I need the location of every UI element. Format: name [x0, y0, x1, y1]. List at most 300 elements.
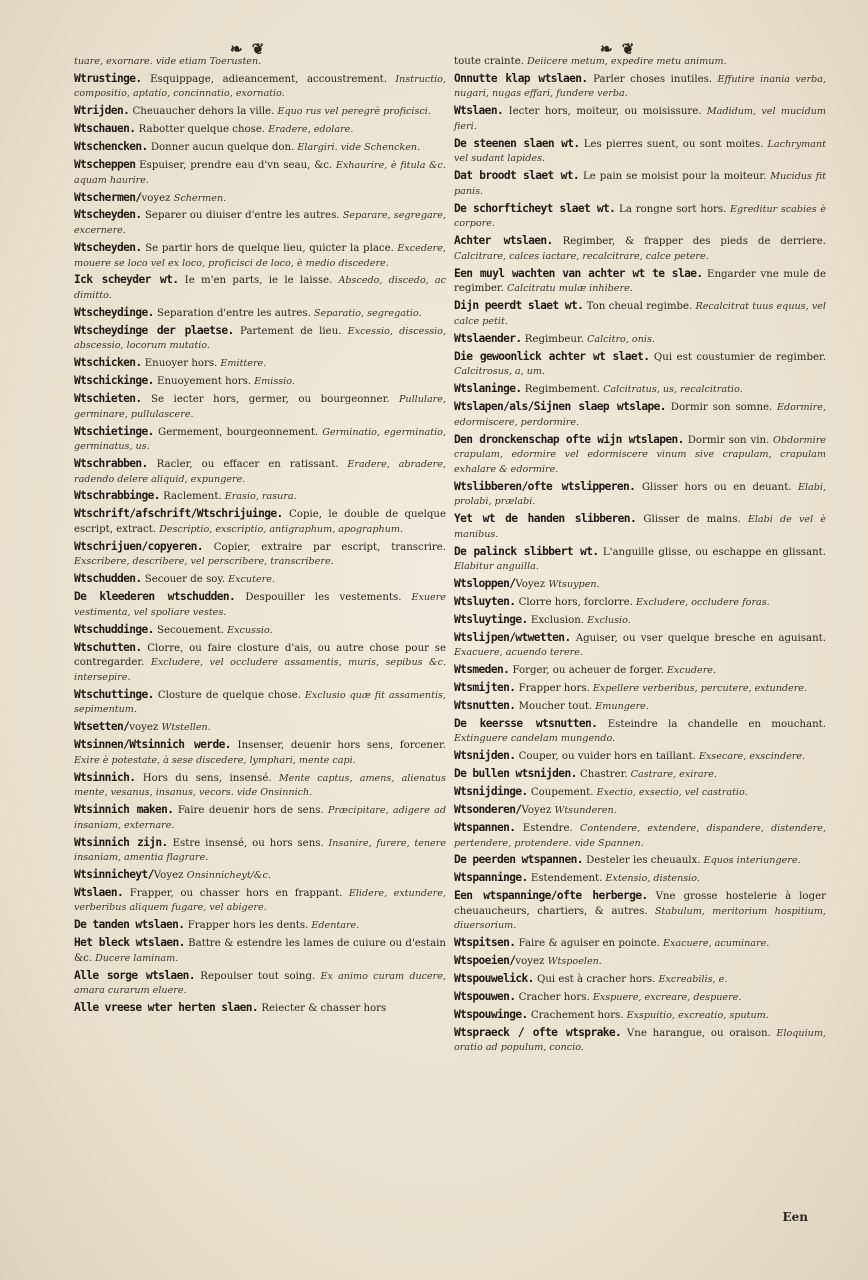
entry-latin: Eloquium, oratio ad populum, concio. — [454, 1027, 826, 1054]
entry-headword: Wtslaender. — [454, 331, 522, 345]
entry-french: Voyez — [521, 805, 555, 817]
dictionary-entry — [454, 202, 826, 232]
entry-french: Reiecter & chasser hors — [258, 1003, 387, 1015]
entry-latin: Extensio, distensio. — [602, 873, 700, 885]
dictionary-entry — [74, 324, 446, 354]
entry-french: Faire deuenir hors de sens. — [173, 805, 324, 817]
entry-french: Estre insensé, ou hors sens. — [167, 837, 324, 849]
entry-headword: Wtspoeien/ — [454, 954, 516, 968]
entry-headword: Wtsinnicheyt/ — [74, 868, 154, 881]
entry-latin: Elidere, extundere, verberibus aliquem fugare, vel abigere. — [74, 887, 446, 914]
dictionary-entry — [454, 169, 826, 199]
dictionary-entry — [74, 1001, 446, 1017]
entry-french: Secouer de soy. — [141, 574, 226, 586]
entry-latin: Edentare. — [308, 920, 360, 932]
entry-headword: Wtschencken. — [74, 140, 148, 154]
entry-french: Parler choses inutiles. — [587, 73, 713, 85]
entry-latin: Exire è potestate, à sese discedere, lymphari, mente capi. — [74, 754, 356, 766]
entry-french: Germement, bourgeonnement. — [153, 426, 319, 438]
dictionary-entry — [454, 972, 826, 988]
entry-headword: Achter wtslaen. — [454, 234, 553, 248]
dictionary-entry — [454, 821, 826, 851]
entry-french: Enuoyer hors. — [141, 358, 218, 370]
dictionary-entry — [74, 803, 446, 833]
entry-headword: Wtslaninge. — [454, 382, 522, 396]
entry-french: Ton cheual regimbe. — [583, 301, 693, 313]
entry-latin: Calcitratus, us, recalcitratio. — [600, 384, 743, 396]
entry-headword: Wtscheppen — [74, 158, 136, 172]
entry-french: Exclusion. — [527, 614, 585, 626]
running-head-left: ❧ ❦ — [230, 40, 267, 58]
dictionary-entry — [74, 572, 446, 588]
entry-headword: Wtslaen. — [454, 104, 504, 118]
entry-french: Moucher tout. — [515, 700, 593, 712]
entry-headword: Wtsinnich maken. — [74, 803, 174, 817]
dictionary-entry — [454, 382, 826, 398]
entry-latin: Deiicere metum, expedire metu animum. — [523, 56, 727, 67]
entry-headword: Wtrustinge. — [74, 71, 142, 85]
entry-latin: Calcitrare, calces iactare, recalcitrare, calce petere. — [454, 250, 709, 262]
entry-headword: Wtsinnich zijn. — [74, 835, 168, 849]
dictionary-entry — [454, 663, 826, 679]
dictionary-entry — [74, 158, 446, 188]
entry-headword: Wtsmijten. — [454, 681, 516, 695]
dictionary-entry — [74, 623, 446, 639]
entry-latin: Excessio, discessio, abscessio, locorum mutatio. — [74, 325, 447, 352]
entry-latin: Excreabilis, e. — [655, 974, 728, 986]
right-column — [454, 54, 826, 1058]
entry-headword: Een muyl wachten van achter wt te slae. — [454, 266, 703, 280]
entry-headword: Wtspitsen. — [454, 936, 516, 950]
dictionary-entry — [74, 425, 446, 455]
entry-headword: Wtspanninge. — [454, 871, 528, 885]
entry-french: Separation d'entre les autres. — [153, 307, 311, 319]
entry-french: L'anguille glisse, ou eschappe en glissant. — [598, 546, 826, 558]
entry-headword: Wtschrabben. — [74, 457, 148, 470]
entry-french: Les pierres suent, ou sont moites. — [579, 138, 764, 150]
entry-latin: Ex animo curam ducere, amara curarum eluere. — [74, 970, 447, 997]
dictionary-entry — [454, 631, 826, 661]
entry-headword: Wtschrabbinge. — [74, 489, 160, 503]
entry-headword: De bullen wtsnijden. — [454, 767, 577, 781]
entry-french: Cheuaucher dehors la ville. — [129, 106, 275, 118]
entry-french: Enuoyement hors. — [153, 376, 252, 388]
dictionary-entry — [454, 990, 826, 1006]
entry-french: Ie m'en parts, ie le laisse. — [178, 275, 333, 287]
entry-headword: Wtspouwelick. — [454, 972, 534, 986]
entry-french: Despouiller les vestements. — [235, 592, 402, 604]
entry-french: Racler, ou effacer en ratissant. — [147, 459, 339, 470]
dictionary-entry — [74, 104, 446, 120]
entry-french: Faire & aguiser en poincte. — [515, 938, 660, 950]
entry-latin: Excutere. — [225, 574, 275, 586]
entry-headword: Yet wt de handen slibberen. — [454, 512, 637, 526]
entry-headword: De palinck slibbert wt. — [454, 544, 599, 558]
entry-french: Repoulser tout soing. — [194, 970, 316, 982]
entry-french: Partement de lieu. — [233, 325, 342, 337]
entry-latin: Exuere vestimenta, vel spoliare vestes. — [74, 592, 446, 618]
entry-headword: Wtsonderen/ — [454, 803, 522, 817]
entry-headword: Wtsinnen/Wtsinnich werde. — [74, 738, 231, 752]
entry-latin: Elabi, prolabi, prælabi. — [454, 481, 827, 508]
entry-french: Cracher hors. — [515, 991, 590, 1003]
entry-french: Chastrer. — [576, 769, 628, 781]
running-head-right: ❧ ❦ — [600, 40, 637, 58]
entry-headword: Wtschieten. — [74, 392, 142, 406]
entry-french: Desteler les cheuaulx. — [582, 855, 701, 867]
entry-headword: Wtschuddinge. — [74, 622, 154, 636]
dictionary-entry — [74, 720, 446, 736]
entry-latin: Effutire inania verba, nugari, nugas effari, fundere verba. — [454, 73, 826, 100]
entry-french: Copie, le double de quelque escript, extract. — [74, 509, 446, 535]
entry-french: Secouement. — [153, 624, 225, 636]
entry-latin: Separatio, segregatio. — [310, 307, 422, 319]
entry-latin: Wtsunderen. — [554, 805, 617, 817]
entry-headword: Wtschietinge. — [74, 424, 154, 438]
entry-latin: Elargiri. vide Schencken. — [294, 142, 421, 154]
entry-latin: Obdormire crapulam, edormire vel edormiscere vinum sive crapulam, crapulam exhalare & edormire. — [454, 434, 826, 475]
entry-latin: tuare, exornare. vide etiam Toerusten. — [74, 56, 262, 67]
entry-latin: Pullulare, germinare, pullulascere. — [74, 394, 446, 420]
entry-french: Raclement. — [159, 491, 222, 503]
entry-latin: Elabitur anguilla. — [454, 561, 539, 573]
entry-french: Separer ou diuiser d'entre les autres. — [141, 210, 340, 222]
entry-french: Regimbeur. — [521, 333, 584, 345]
entry-headword: Wtslibberen/ofte wtslipperen. — [454, 479, 636, 493]
catchword: Een — [782, 1210, 808, 1224]
entry-latin: Exhaurire, è fitula &c. aquam haurire. — [74, 160, 446, 186]
dictionary-entry — [74, 540, 446, 570]
entry-headword: Wtschauen. — [74, 122, 136, 136]
entry-latin: Recalcitrat tuus equus, vel calce petit. — [454, 301, 826, 327]
entry-headword: Wtschuttinge. — [74, 687, 154, 701]
entry-french: voyez — [141, 192, 174, 204]
dictionary-entry — [454, 853, 826, 869]
entry-french: La rongne sort hors. — [615, 203, 727, 215]
entry-latin: Wtspoelen. — [547, 956, 602, 968]
entry-french: Se iecter hors, germer, ou bourgeonner. — [141, 394, 390, 406]
entry-headword: Wtsluytinge. — [454, 612, 528, 626]
entry-french: Clorre, ou faire closture d'ais, ou autre chose pour se contregarder. — [74, 642, 446, 669]
dictionary-entry — [74, 374, 446, 390]
dictionary-entry — [74, 392, 446, 422]
entry-latin: Onsinnicheyt/&c. — [186, 870, 271, 881]
dictionary-entry — [74, 886, 446, 916]
entry-headword: De schorfticheyt slaet wt. — [454, 201, 616, 215]
entry-headword: Dijn peerdt slaet wt. — [454, 299, 584, 313]
dictionary-entry — [454, 332, 826, 348]
entry-headword: Wtschrift/afschrift/Wtschrijuinge. — [74, 507, 283, 521]
entry-french: Dormir son vin. — [683, 434, 770, 446]
dictionary-entry — [454, 512, 826, 542]
left-column — [74, 54, 446, 1019]
dictionary-entry — [74, 738, 446, 768]
entry-latin: Schermen. — [173, 192, 227, 204]
entry-headword: Wtsmeden. — [454, 663, 510, 677]
dictionary-entry — [454, 803, 826, 819]
entry-french: Battre & estendre les lames de cuiure ou d'estain &c. — [74, 938, 446, 964]
dictionary-entry — [454, 871, 826, 887]
entry-latin: Descriptio, exscriptio, antigraphum, apographum. — [156, 523, 404, 535]
entry-french: Glisser de mains. — [636, 514, 741, 526]
dictionary-entry — [454, 234, 826, 264]
entry-latin: Insanire, furere, tenere insaniam, amentia flagrare. — [74, 837, 446, 864]
entry-headword: Den dronckenschap ofte wijn wtslapen. — [454, 432, 684, 446]
entry-headword: De tanden wtslaen. — [74, 918, 185, 932]
dictionary-entry — [454, 681, 826, 697]
dictionary-entry — [454, 545, 826, 575]
dictionary-entry — [74, 641, 446, 686]
dictionary-entry — [74, 306, 446, 322]
dictionary-entry — [74, 273, 446, 303]
dictionary-entry — [454, 72, 826, 102]
dictionary-entry — [74, 241, 446, 271]
entry-latin: Exacuere, acuendo terere. — [454, 647, 583, 659]
entry-latin: Præcipitare, adigere ad insaniam, externare. — [74, 805, 446, 831]
entry-french: Insenser, deuenir hors sens, forcener. — [230, 740, 446, 752]
entry-french: Glisser hors ou en deuant. — [635, 481, 792, 493]
entry-french: Regimbement. — [521, 384, 601, 396]
entry-latin: Madidum, vel mucidum fieri. — [454, 106, 827, 132]
entry-headword: Wtspouwinge. — [454, 1007, 528, 1021]
entry-french: Crachement hors. — [527, 1009, 624, 1021]
entry-french: toute crainte. — [454, 56, 524, 67]
entry-french: Vne grosse hostelerie à loger cheuaucheurs, chartiers, & autres. — [454, 891, 826, 917]
entry-french: Se partir hors de quelque lieu, quicter la place. — [141, 242, 394, 254]
entry-french: Le pain se moisist pour la moiteur. — [578, 171, 767, 183]
dictionary-entry — [454, 480, 826, 510]
entry-latin: Elabi de vel è manibus. — [454, 514, 826, 540]
entry-latin: Mente captus, amens, alienatus mente, vesanus, insanus, vecors. vide Onsinnich. — [74, 772, 446, 799]
entry-latin: Wtsuypen. — [548, 579, 600, 591]
entry-french: Voyez — [515, 579, 549, 591]
entry-headword: Wtslaen. — [74, 885, 124, 899]
entry-french: Rabotter quelque chose. — [135, 124, 266, 136]
entry-latin: Calcitrosus, a, um. — [454, 366, 546, 378]
entry-headword: Wtsnijdinge. — [454, 785, 528, 799]
dictionary-entry — [454, 400, 826, 430]
entry-headword: Wtschutten. — [74, 640, 142, 654]
dictionary-entry — [454, 267, 826, 297]
entry-headword: Wtschicken. — [74, 356, 142, 370]
entry-headword: Onnutte klap wtslaen. — [454, 71, 588, 85]
entry-headword: Wtscheyden. — [74, 240, 142, 254]
dictionary-entry — [454, 433, 826, 478]
entry-french: Engarder vne mule de regimber. — [454, 268, 826, 295]
entry-headword: Het bleck wtslaen. — [74, 936, 185, 950]
entry-latin: Eradere, edolare. — [265, 124, 354, 136]
entry-french: Esquippage, adieancement, accoustrement. — [141, 73, 387, 85]
dictionary-entry — [74, 140, 446, 156]
entry-latin: Separare, segregare, excernere. — [74, 210, 446, 237]
entry-headword: Alle sorge wtslaen. — [74, 968, 195, 982]
entry-latin: Exectio, exsectio, vel castratio. — [593, 787, 748, 799]
entry-latin: Exclusio quæ fit assamentis, sepimentum. — [74, 689, 446, 716]
entry-french: voyez — [129, 722, 162, 734]
entry-latin: Emissio. — [251, 376, 295, 388]
dictionary-entry — [74, 54, 446, 70]
entry-latin: Edormire, edormiscere, perdormire. — [454, 402, 826, 428]
dictionary-entry — [454, 104, 826, 134]
entry-latin: Erasio, rasura. — [221, 491, 297, 503]
dictionary-entry — [74, 868, 446, 884]
dictionary-entry — [454, 699, 826, 715]
entry-latin: Calcitratu mulæ inhibere. — [503, 283, 633, 295]
entry-french: Closture de quelque chose. — [153, 689, 301, 701]
dictionary-entry — [454, 889, 826, 934]
entry-latin: Instructio, compositio, aptatio, concinnatio, exornatio. — [74, 73, 446, 100]
entry-headword: De peerden wtspannen. — [454, 853, 583, 867]
dictionary-entry — [454, 1008, 826, 1024]
entry-latin: Stabulum, meritorium hospitium, diuersorium. — [454, 905, 826, 932]
dictionary-entry — [454, 749, 826, 765]
dictionary-entry — [454, 613, 826, 629]
entry-headword: Wtrijden. — [74, 104, 130, 118]
dictionary-entry — [454, 54, 826, 70]
dictionary-entry — [74, 771, 446, 801]
dictionary-entry — [454, 767, 826, 783]
entry-headword: Wtspouwen. — [454, 989, 516, 1003]
entry-latin: Excedere, mouere se loco vel ex loco, proficisci de loco, è medio discedere. — [74, 242, 446, 269]
entry-latin: Exacuere, acuminare. — [659, 938, 770, 950]
entry-french: Estendre. — [515, 822, 573, 834]
entry-latin: Exspuere, excreare, despuere. — [589, 991, 742, 1003]
dictionary-entry — [454, 577, 826, 593]
entry-latin: Eradere, abradere, radendo delere aliquid, expungere. — [74, 459, 446, 485]
dictionary-entry — [454, 1026, 826, 1056]
entry-french: voyez — [515, 956, 548, 968]
dictionary-entry — [74, 208, 446, 238]
entry-french: Esteindre la chandelle en mouchant. — [597, 718, 826, 730]
entry-french: Coupement. — [527, 787, 594, 799]
entry-latin: Excudere. — [663, 665, 717, 677]
entry-latin: Egreditur scabies è corpore. — [454, 203, 826, 230]
entry-headword: De kleederen wtschudden. — [74, 590, 236, 604]
entry-french: Dormir son somne. — [665, 402, 773, 414]
entry-headword: Wtsetten/ — [74, 720, 130, 734]
dictionary-entry — [454, 954, 826, 970]
entry-headword: Wtschickinge. — [74, 374, 154, 388]
entry-latin: Equos interiungere. — [700, 855, 801, 867]
entry-french: Qui est coustumier de regimber. — [649, 351, 827, 363]
dictionary-entry — [74, 936, 446, 966]
entry-french: Iecter hors, moiteur, ou moisissure. — [503, 106, 702, 118]
entry-latin: Castrare, exirare. — [627, 769, 717, 781]
entry-headword: Wtspannen. — [454, 820, 516, 834]
entry-latin: Lachrymant vel sudant lapides. — [454, 138, 826, 165]
entry-latin: Emungere. — [592, 700, 649, 712]
entry-french: Hors du sens, insensé. — [135, 772, 272, 784]
entry-latin: Exscribere, describere, vel perscribere, transcribere. — [74, 556, 334, 568]
entry-headword: Wtsnutten. — [454, 698, 516, 712]
dictionary-entry — [74, 122, 446, 138]
dictionary-entry — [74, 356, 446, 372]
entry-headword: Ick scheyder wt. — [74, 273, 179, 287]
entry-headword: Wtscheyden. — [74, 208, 142, 222]
entry-headword: Een wtspanninge/ofte herberge. — [454, 889, 648, 903]
entry-headword: Alle vreese wter herten slaen. — [74, 1001, 259, 1015]
dictionary-entry — [454, 785, 826, 801]
entry-headword: Wtsinnich. — [74, 770, 136, 784]
entry-latin: Abscedo, discedo, ac dimitto. — [74, 275, 446, 301]
entry-french: Frapper hors les dents. — [184, 920, 309, 932]
entry-french: Regimber, & frapper des pieds de derriere. — [552, 236, 826, 248]
dictionary-entry — [74, 590, 446, 620]
entry-french: Donner aucun quelque don. — [147, 142, 295, 154]
dictionary-entry — [74, 918, 446, 934]
dictionary-entry — [454, 350, 826, 380]
entry-latin: Contendere, extendere, dispandere, distendere, pertendere, protendere. vide Spannen. — [454, 822, 826, 849]
entry-headword: Wtschermen/ — [74, 190, 142, 204]
entry-headword: Die gewoonlick achter wt slaet. — [454, 349, 650, 363]
entry-latin: Emittere. — [217, 358, 267, 370]
entry-headword: Wtscheydinge. — [74, 305, 154, 319]
dictionary-entry — [74, 969, 446, 999]
entry-latin: Ducere laminam. — [92, 952, 179, 964]
entry-headword: Wtscheydinge der plaetse. — [74, 323, 234, 337]
entry-headword: De steenen slaen wt. — [454, 136, 580, 150]
entry-headword: Dat broodt slaet wt. — [454, 169, 579, 183]
entry-headword: Wtsluyten. — [454, 594, 516, 608]
entry-french: Voyez — [153, 870, 187, 881]
entry-french: Estendement. — [527, 873, 603, 885]
entry-latin: Mucidus fit panis. — [454, 171, 826, 197]
entry-french: Frapper, ou chasser hors en frappant. — [123, 887, 343, 899]
dictionary-entry — [74, 688, 446, 718]
entry-latin: Equo rus vel peregrè proficisci. — [274, 106, 431, 118]
entry-latin: Expellere verberibus, percutere, extundere. — [589, 683, 808, 695]
entry-french: Vne harangue, ou oraison. — [621, 1027, 771, 1039]
entry-french: Frapper hors. — [515, 683, 590, 695]
entry-latin: Germinatio, egerminatio, germinatus, us. — [74, 426, 446, 453]
dictionary-entry — [74, 457, 446, 487]
entry-latin: Exclusio. — [584, 614, 631, 626]
entry-latin: Exspuitio, excreatio, sputum. — [623, 1009, 769, 1021]
entry-latin: Calcitro, onis. — [583, 333, 655, 345]
entry-headword: Wtslapen/als/Sijnen slaep wtslape. — [454, 400, 666, 414]
entry-headword: Wtspraeck / ofte wtsprake. — [454, 1025, 622, 1039]
entry-latin: Exsecare, exscindere. — [695, 751, 806, 763]
entry-latin: Excludere, vel occludere assamentis, muris, sepibus &c. intersepire. — [74, 657, 446, 683]
entry-french: Clorre hors, forclorre. — [515, 596, 633, 608]
dictionary-entry — [454, 595, 826, 611]
entry-headword: Wtschrijuen/copyeren. — [74, 539, 203, 553]
entry-french: Aguiser, ou vser quelque bresche en aguisant. — [570, 632, 826, 644]
dictionary-entry — [454, 137, 826, 167]
entry-headword: Wtslijpen/wtwetten. — [454, 630, 571, 644]
entry-headword: Wtschudden. — [74, 572, 142, 586]
entry-headword: Wtsloppen/ — [454, 577, 516, 591]
dictionary-entry — [74, 489, 446, 505]
entry-headword: Wtsnijden. — [454, 749, 516, 763]
entry-french: Qui est à cracher hors. — [533, 974, 656, 986]
entry-french: Forger, ou acheuer de forger. — [509, 665, 664, 677]
entry-latin: Wtstellen. — [161, 722, 211, 734]
entry-french: Couper, ou vuider hors en taillant. — [515, 751, 696, 763]
entry-headword: De keersse wtsnutten. — [454, 716, 598, 730]
dictionary-entry — [454, 936, 826, 952]
dictionary-entry — [74, 191, 446, 207]
dictionary-entry — [74, 836, 446, 866]
dictionary-entry — [454, 717, 826, 747]
entry-french: Copier, extraire par escript, transcrire. — [202, 541, 446, 553]
dictionary-entry — [74, 507, 446, 537]
entry-latin: Extinguere candelam mungendo. — [454, 733, 616, 745]
dictionary-entry — [454, 299, 826, 329]
entry-latin: Excussio. — [224, 624, 273, 636]
entry-latin: Excludere, occludere foras. — [632, 596, 770, 608]
entry-french: Espuiser, prendre eau d'vn seau, &c. — [135, 160, 333, 172]
